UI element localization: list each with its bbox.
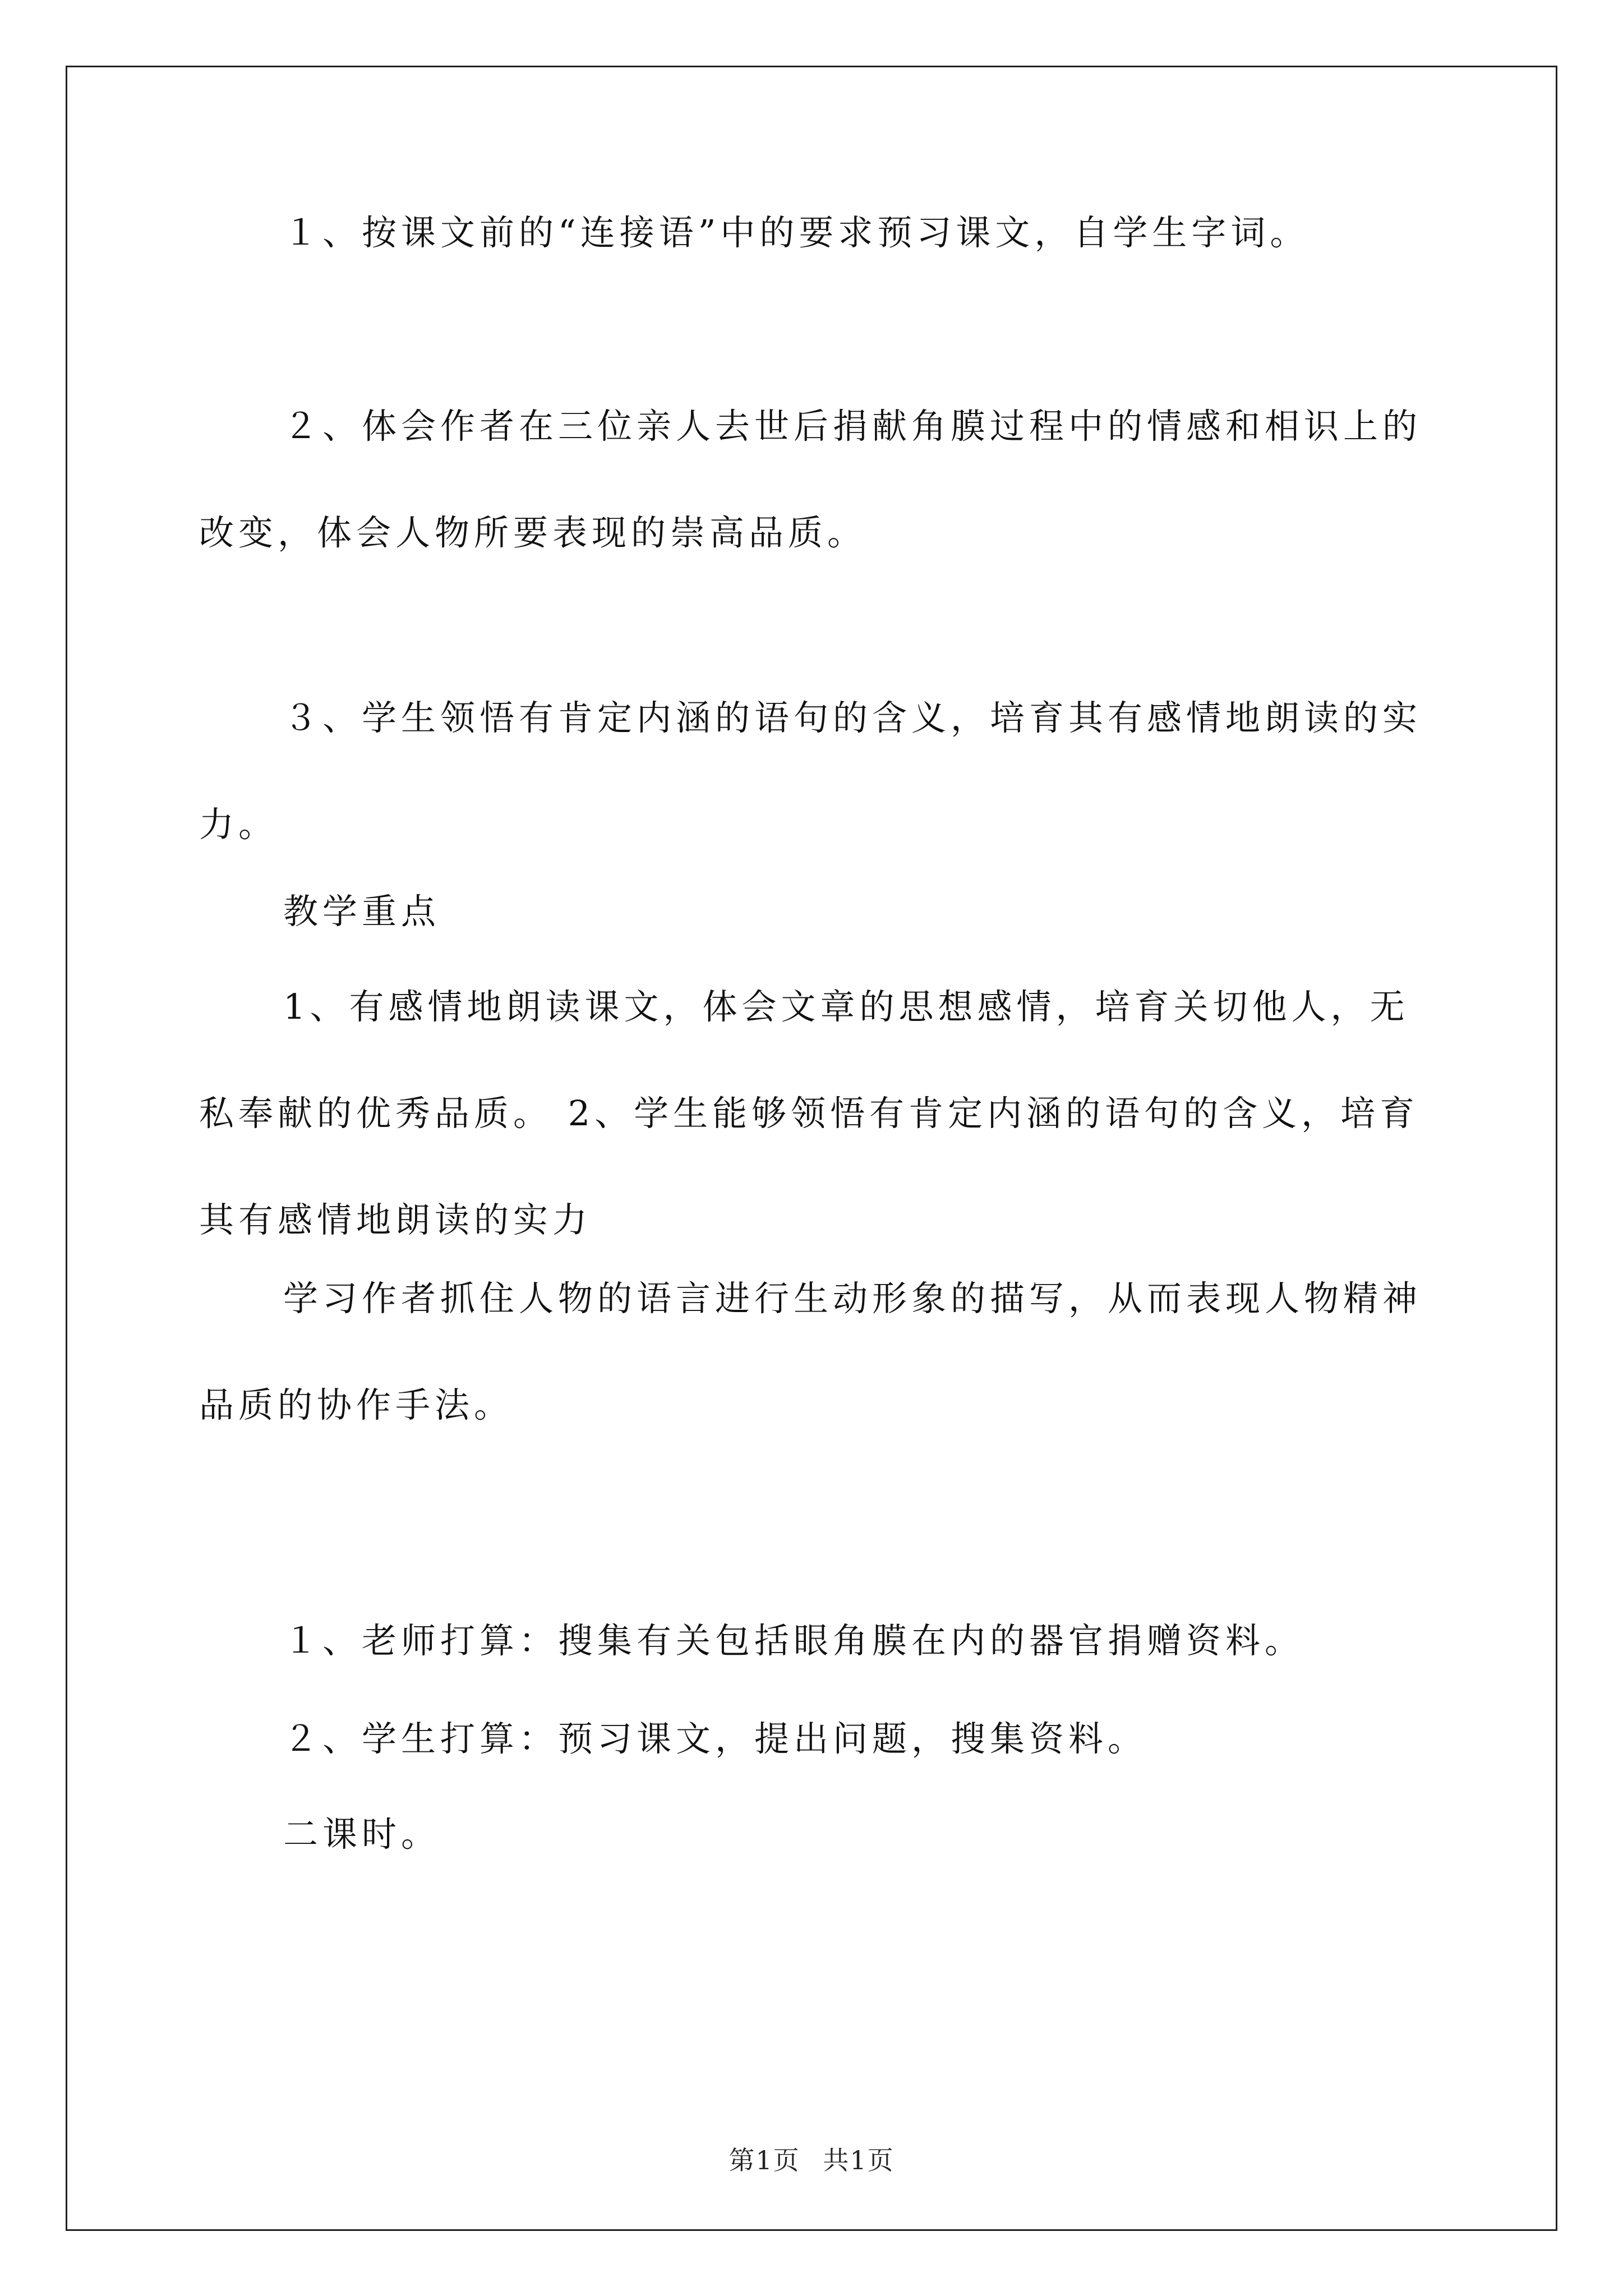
objective-3: ３、学生领悟有肯定内涵的语句的含义，培育其有感情地朗读的实力。	[199, 697, 1422, 845]
section-heading-key-points: 教学重点	[283, 891, 441, 932]
prep-teacher: １、老师打算：搜集有关包括眼角膜在内的器官捐赠资料。	[283, 1620, 1304, 1661]
objective-1: １、按课文前的“连接语”中的要求预习课文，自学生字词。	[283, 212, 1310, 253]
page-number-current: 第1页	[728, 2145, 800, 2175]
page-footer	[0, 2140, 1623, 2177]
key-point-1: 1、有感情地朗读课文，体会文章的思想感情，培育关切他人，无私奉献的优秀品质。 2、学生能够领悟有肯定内涵的语句的含义，培育其有感情地朗读的实力	[199, 986, 1419, 1240]
page-number-total: 共1页	[823, 2145, 895, 2175]
key-point-2: 学习作者抓住人物的语言进行生动形象的描写，从而表现人物精神品质的协作手法。	[199, 1278, 1422, 1425]
prep-students: ２、学生打算：预习课文，提出问题，搜集资料。	[283, 1718, 1147, 1759]
objective-2: ２、体会作者在三位亲人去世后捐献角膜过程中的情感和相识上的改变，体会人物所要表现的崇高品质。	[199, 406, 1422, 553]
class-hours: 二课时。	[283, 1814, 441, 1855]
